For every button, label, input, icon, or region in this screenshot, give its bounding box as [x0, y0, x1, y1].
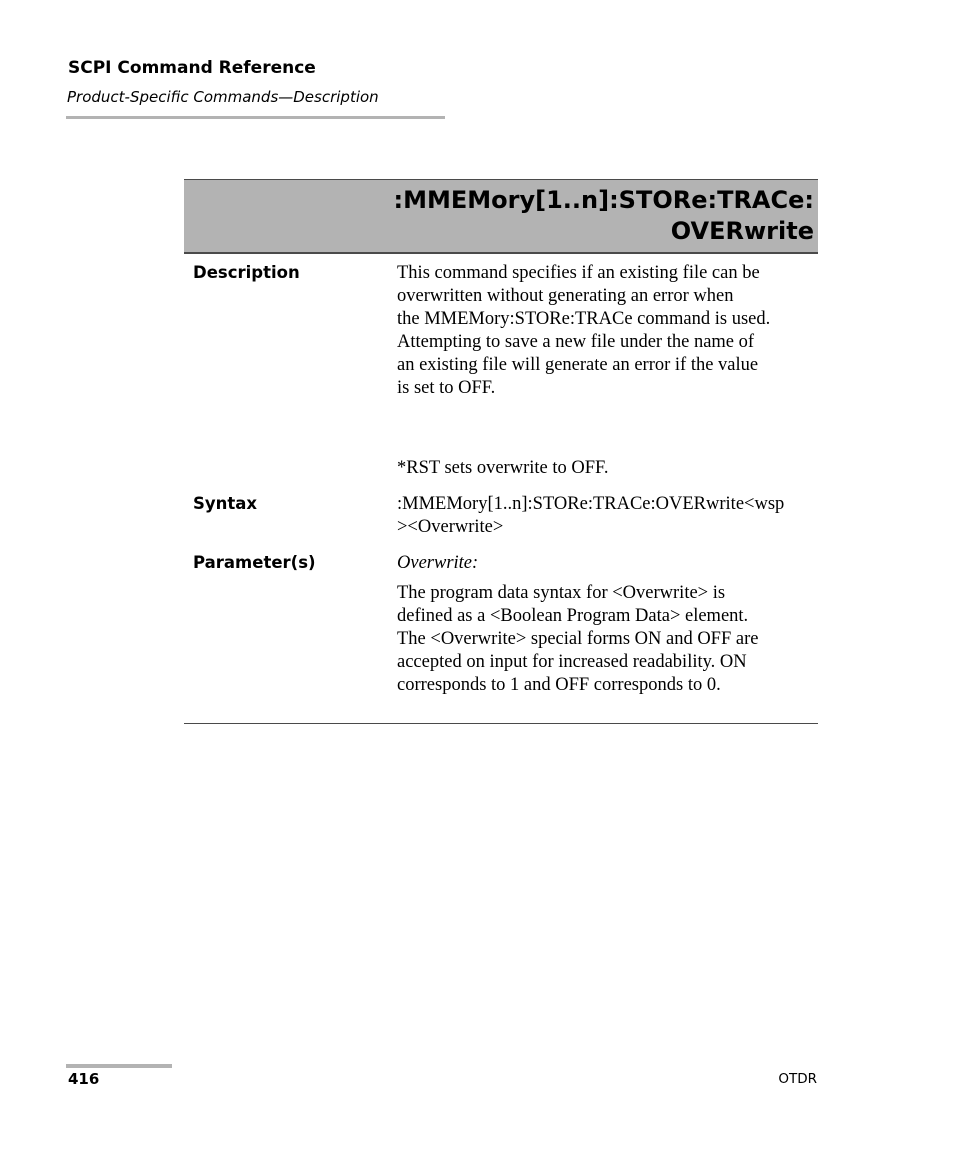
syntax-line: :MMEMory[1..n]:STORe:TRACe:OVERwrite<wsp: [397, 494, 785, 514]
running-header-subtitle: Product-Specific Commands—Description: [67, 88, 379, 106]
parameter-line: defined as a <Boolean Program Data> element.: [397, 606, 749, 626]
syntax-label: Syntax: [193, 494, 258, 513]
parameter-line: corresponds to 1 and OFF corresponds to 0.: [397, 675, 721, 695]
description-line: is set to OFF.: [397, 378, 496, 398]
parameters-text: [397, 552, 815, 697]
rst-note: *RST sets overwrite to OFF.: [397, 458, 609, 478]
description-label: Description: [193, 263, 300, 282]
table-bottom-divider: [184, 723, 818, 724]
page-number: 416: [68, 1070, 100, 1088]
footer-divider: [66, 1064, 172, 1068]
syntax-text: [397, 493, 815, 539]
parameter-line: The <Overwrite> special forms ON and OFF are: [397, 629, 759, 649]
command-title-line: :MMEMory[1..n]:STORe:TRACe:: [393, 186, 814, 214]
product-name: OTDR: [778, 1071, 817, 1087]
description-text: [397, 262, 815, 400]
description-line: Attempting to save a new file under the name of: [397, 332, 755, 352]
parameter-line: accepted on input for increased readability. ON: [397, 652, 747, 672]
parameter-name: Overwrite:: [397, 553, 479, 573]
command-table: [184, 179, 818, 695]
description-line: This command specifies if an existing file can be: [397, 263, 760, 283]
command-title: [384, 185, 814, 247]
syntax-line: ><Overwrite>: [397, 517, 504, 537]
description-line: overwritten without generating an error when: [397, 286, 734, 306]
parameters-label: Parameter(s): [193, 553, 316, 572]
command-title-line: OVERwrite: [670, 217, 814, 245]
description-line: the MMEMory:STORe:TRACe command is used.: [397, 309, 771, 329]
header-divider: [66, 116, 445, 119]
parameter-line: The program data syntax for <Overwrite> is: [397, 583, 726, 603]
running-header-title: SCPI Command Reference: [68, 58, 316, 78]
command-header: [184, 179, 818, 254]
description-line: an existing file will generate an error if the value: [397, 355, 759, 375]
